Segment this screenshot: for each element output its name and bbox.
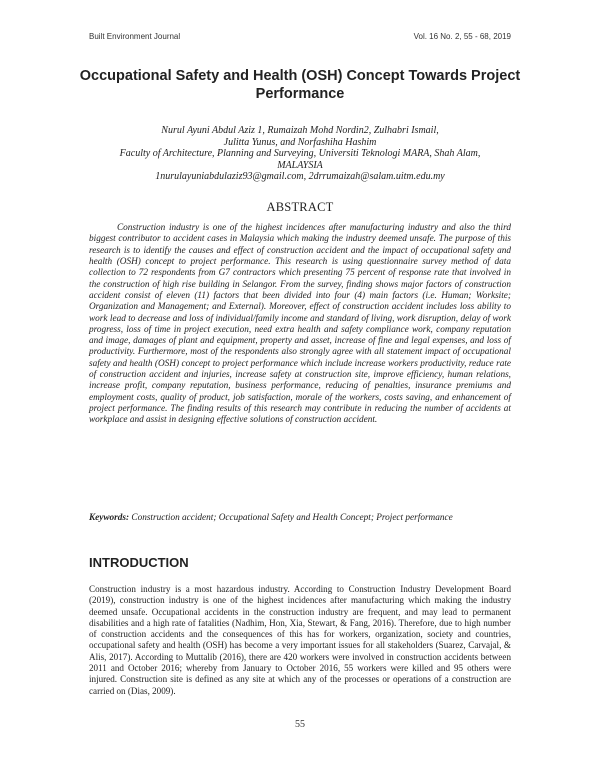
page-number: 55: [295, 719, 305, 730]
abstract-text: Construction industry is one of the highest incidences after manufacturing industry and also the third biggest contributor to accident cases in Malaysia which making the industry deemed unsafe. The purpose of this research is to identify the causes and effect of construction accident and the impact of occupational safety and health (OSH) concept to project performance. This research is using questionnaire survey method of data collection to 72 respondents from G7 contractors which presenting 75 percent of response rate that involved in the construction of high rise building in Selangor. From the survey, finding shows major factors of construction accident consist of eleven (11) factors that been divided into four (4) main factors (i.e. Human; Worksite; Organization and Management; and External). Moreover, effect of construction accident includes loss ability to work lead to decrease and loss of individual/family income and standard of living, work disruption, delay of work progress, loss of time in project execution, need extra health and safety compliance work, company reputation and image, damages of plant and equipment, property and asset, increase of fine and legal expenses, and loss of productivity. Furthermore, most of the respondents also strongly agree with all statement impact of occupational safety and health (OSH) concept to project performance which include increase workers productivity, reduce rate of construction accident and injuries, increase safety at construction site, improve efficiency, human relations, increase profit, company reputation, business performance, reducing of penalties, insurance premiums and employment costs, quality of product, job satisfaction, morale of the workers, costs saving, and enhancement of project performance. The finding results of this research may contribute in reducing the number of accidents at workplace and assist in designing effective solutions of construction accident.: [89, 223, 511, 426]
section-heading-introduction: INTRODUCTION: [89, 555, 189, 570]
author-names-line-1: Nurul Ayuni Abdul Aziz 1, Rumaizah Mohd Nordin2, Zulhabri Ismail,: [161, 125, 439, 136]
introduction-paragraph: Construction industry is a most hazardous industry. According to Construction Industry Development Board (2019), construction industry is one of the highest incidences after manufacturing which making the industry deemed unsafe. Occupational accidents in the construction industry are frequent, and may lead to permanent disabilities and a high rate of fatalities (Nadhim, Hon, Xia, Stewart, & Fang, 2016). Therefore, due to high number of construction accidents and the consequences of this has for workers, organization, society and countries, occupational safety and health (OSH) has become a very important issues for all stakeholders (Suarez, Carvajal, & Alis, 2017). According to Muttalib (2016), there are 420 workers were involved in construction accidents between 2011 and October 2016; whereby from January to October 2016, 55 workers were killed and 95 others were injured. Construction site is defined as any site at which any of the processes or operations of a construction are carried on (Dias, 2009).: [89, 584, 511, 696]
volume-info: Vol. 16 No. 2, 55 - 68, 2019: [413, 32, 511, 41]
keywords-label: Keywords:: [89, 513, 130, 523]
author-emails: 1nurulayuniabdulaziz93@gmail.com, 2drrumaizah@salam.uitm.edu.my: [155, 171, 445, 183]
affiliation-line-1: Faculty of Architecture, Planning and Surveying, Universiti Teknologi MARA, Shah Alam,: [119, 148, 481, 160]
keywords-line: [89, 513, 511, 524]
paper-title: Occupational Safety and Health (OSH) Concept Towards Project Performance: [79, 68, 521, 102]
abstract-heading: ABSTRACT: [266, 200, 334, 214]
affiliation-line-2: MALAYSIA: [277, 159, 323, 171]
author-block: [70, 125, 530, 183]
author-names-line-2: Julitta Yunus, and Norfashiha Hashim: [223, 136, 377, 148]
keywords-text: Construction accident; Occupational Safety and Health Concept; Project performance: [131, 513, 453, 523]
journal-name: Built Environment Journal: [89, 32, 181, 41]
running-header: [89, 32, 511, 41]
